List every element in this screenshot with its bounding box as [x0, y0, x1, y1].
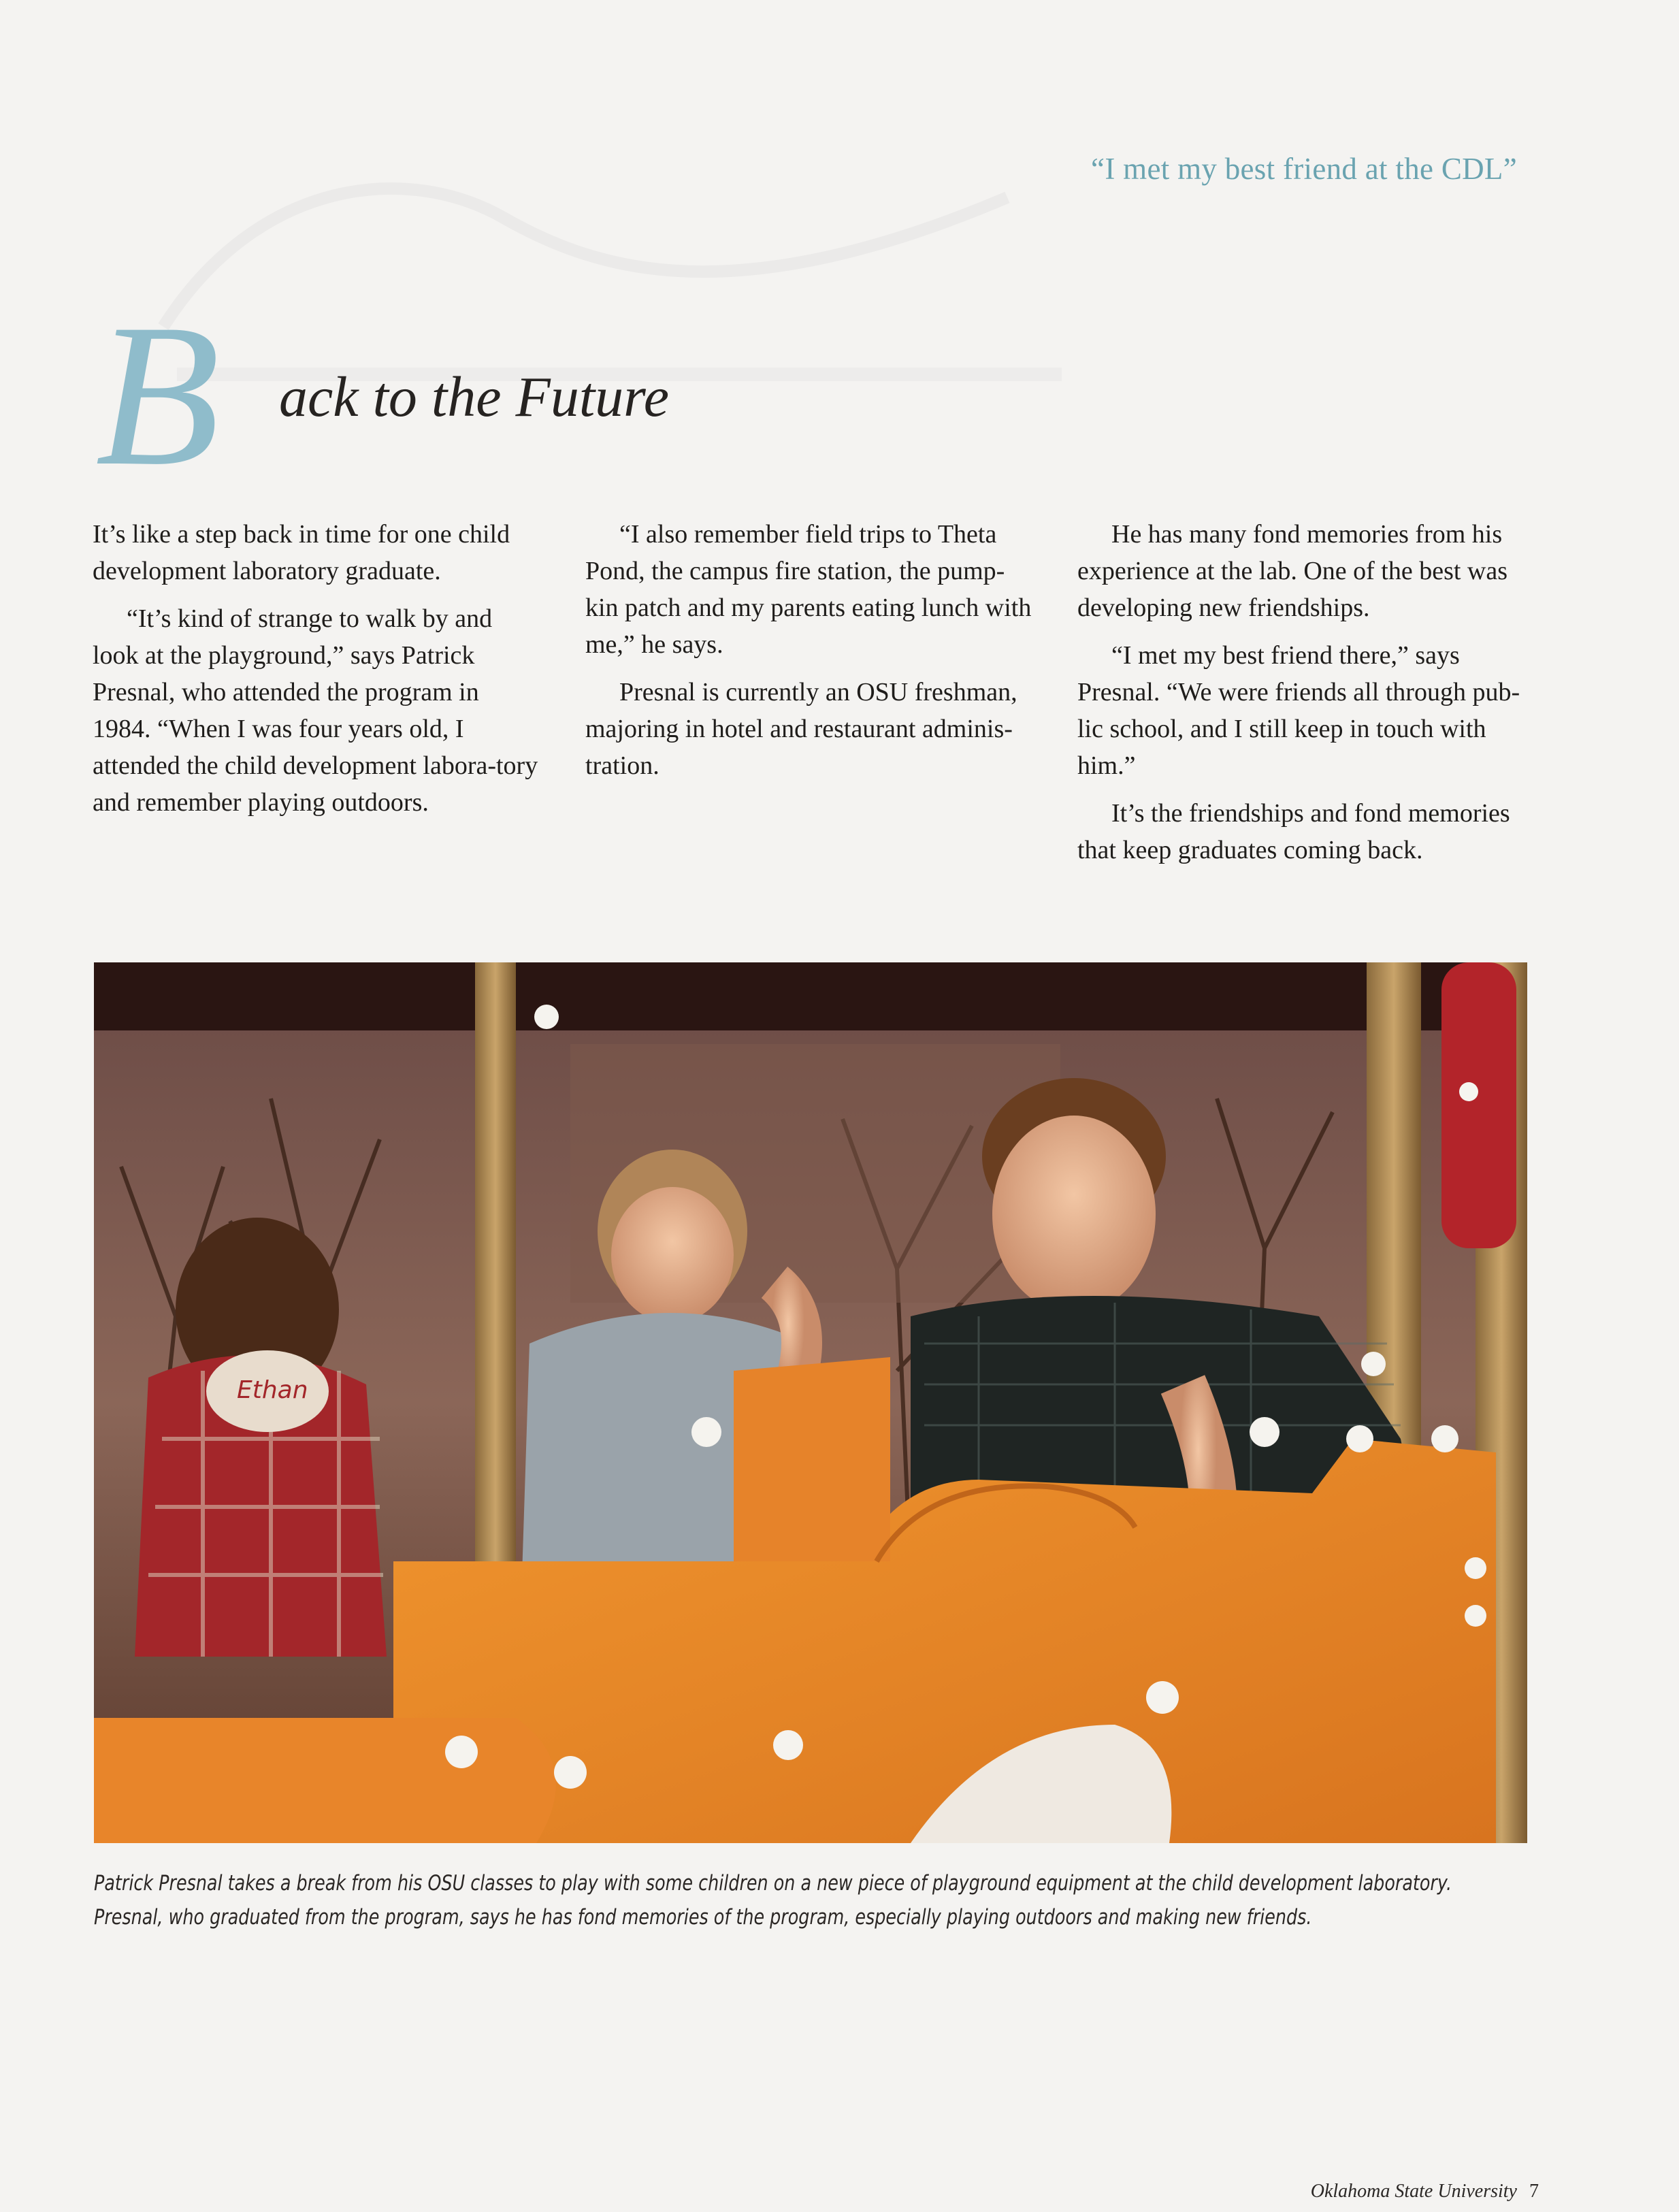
photo-caption: Patrick Presnal takes a break from his OSU classes to play with some children on a new piece of playground equipment at the child development laboratory. Presnal, who graduated from the program, says he has fond memories of the program, especially playing outdoors and making new friends. — [94, 1871, 1452, 1930]
headline-drop-cap: B — [95, 282, 221, 508]
paragraph: Presnal is currently an OSU freshman, majoring in hotel and restaurant adminis-tration. — [585, 678, 1017, 780]
paragraph: “I met my best friend there,” says Presnal. “We were friends all through pub-lic school, and I still keep in touch with him.” — [1077, 641, 1520, 780]
text-column-2 — [585, 516, 1034, 795]
article-headline — [95, 282, 708, 508]
text-column-3 — [1077, 516, 1527, 879]
headline-text: ack to the Future — [279, 365, 670, 429]
page-number: 7 — [1529, 2181, 1539, 2202]
text-column-1 — [93, 516, 542, 832]
photo-illustration — [94, 962, 1527, 1843]
paragraph: He has many fond memories from his experience at the lab. One of the best was developing new friendships. — [1077, 520, 1508, 622]
page-footer — [1311, 2181, 1539, 2202]
paragraph: It’s the friendships and fond memories that keep graduates coming back. — [1077, 799, 1510, 864]
publication-name: Oklahoma State University — [1310, 2181, 1517, 2202]
name-tag-label: Ethan — [237, 1376, 308, 1404]
pull-quote: “I met my best friend at the CDL” — [1091, 152, 1517, 186]
paragraph: “I also remember field trips to Theta Pond, the campus fire station, the pump-kin patch and my parents eating lunch with me,” he says. — [585, 520, 1032, 659]
paragraph: It’s like a step back in time for one child development laboratory graduate. — [93, 520, 510, 585]
paragraph: “It’s kind of strange to walk by and look at the playground,” says Patrick Presnal, who attended the program in 1984. “When I was four years old, I attended the child development labora-tory and remember playing outdoors. — [93, 604, 538, 817]
playground-photo — [94, 962, 1527, 1843]
